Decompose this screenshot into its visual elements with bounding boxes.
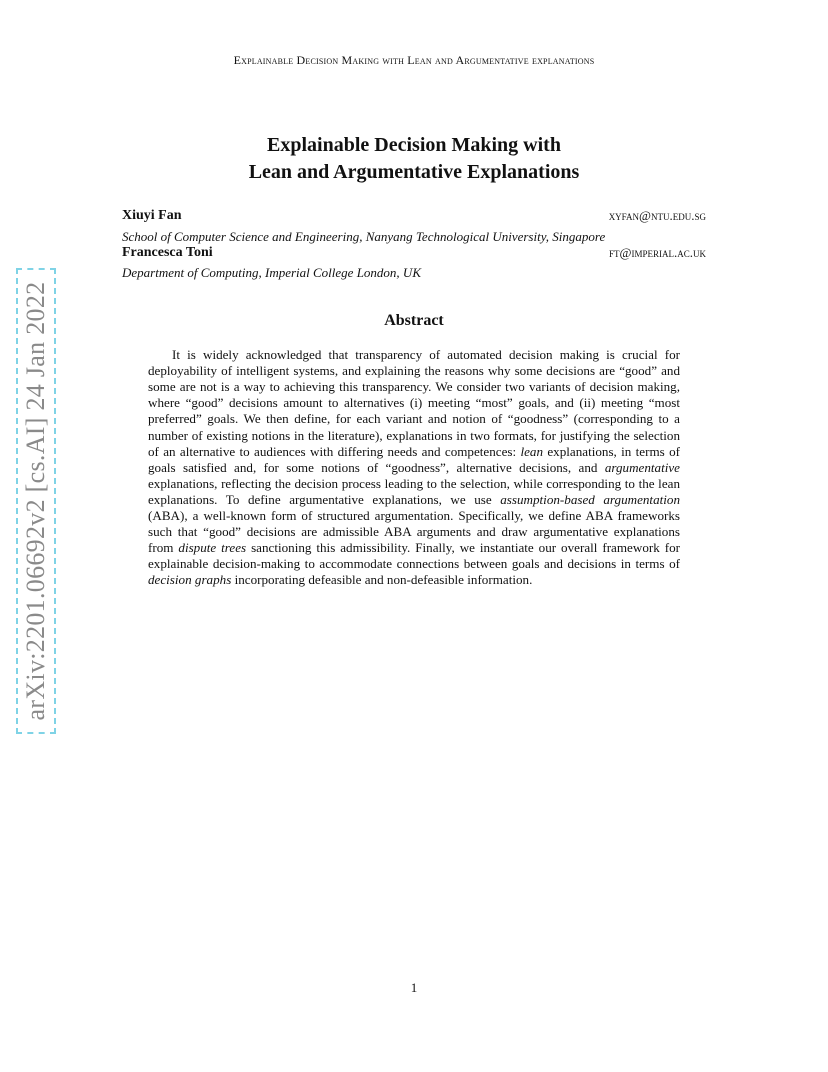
author-2-email[interactable]: ft@imperial.ac.uk: [609, 245, 706, 260]
abstract-body: [148, 347, 680, 588]
abstract-emphasis-argumentative: argumentative: [604, 459, 680, 475]
running-head: Explainable Decision Making with Lean and Argumentative explanations: [233, 53, 595, 67]
arxiv-stamp[interactable]: [16, 268, 56, 734]
author-1-affiliation: School of Computer Science and Engineering, Nanyang Technological University, Singapore: [122, 229, 606, 244]
abstract-text-6: incorporating defeasible and non-defeasible information.: [231, 572, 533, 588]
author-2-affiliation: Department of Computing, Imperial College London, UK: [122, 265, 421, 280]
author-2-name: Francesca Toni: [122, 245, 213, 260]
abstract-emphasis-lean: lean: [520, 443, 544, 459]
paper-title: [0, 132, 828, 186]
author-2: [122, 245, 706, 261]
abstract-text-4: (ABA), a well-known form of structured argumentation. Specifically, we define ABA frameworks such that “good” decisions are admissible ABA arguments and draw argumentative explanations from: [148, 508, 680, 556]
abstract-text-2: explanations, in terms of goals satisfied and, for some notions of “goodness”, alternative decisions, and: [148, 443, 680, 475]
abstract-emphasis-dispute-trees: dispute trees: [178, 540, 247, 556]
title-line-1: Explainable Decision Making with: [267, 134, 561, 156]
author-1-name: Xiuyi Fan: [122, 208, 182, 223]
abstract-emphasis-decision-graphs: decision graphs: [148, 572, 232, 588]
abstract-emphasis-aba: assumption-based argumentation: [500, 491, 680, 507]
abstract-text-5: sanctioning this admissibility. Finally, we instantiate our overall framework for explainable decision-making to accommodate connections between goals and decisions in terms of: [148, 540, 680, 572]
abstract-text-3: explanations, reflecting the decision process leading to the selection, while corresponding to the lean explanations. To define argumentative explanations, we use: [148, 475, 680, 507]
author-1-email[interactable]: xyfan@ntu.edu.sg: [608, 208, 706, 223]
abstract-heading: Abstract: [384, 312, 444, 329]
page-number: 1: [410, 980, 418, 995]
title-line-2: Lean and Argumentative Explanations: [248, 161, 580, 183]
arxiv-id[interactable]: arXiv:2201.06692v2 [cs.AI] 24 Jan 2022: [21, 281, 50, 721]
abstract-text-1: It is widely acknowledged that transparency of automated decision making is crucial for deployability of intelligent systems, and explaining the reasons why some decisions are “good” and some are not is a way to achieving this transparency. We consider two variants of decision making, where “good” decisions amount to alternatives (i) meeting “most” goals, and (ii) meeting “most preferred” goals. We then define, for each variant and notion of “goodness” (corresponding to a number of existing notions in the literature), explanations in two formats, for justifying the selection of an alternative to audiences with differing needs and competences:: [148, 347, 680, 459]
author-1: [122, 208, 706, 224]
